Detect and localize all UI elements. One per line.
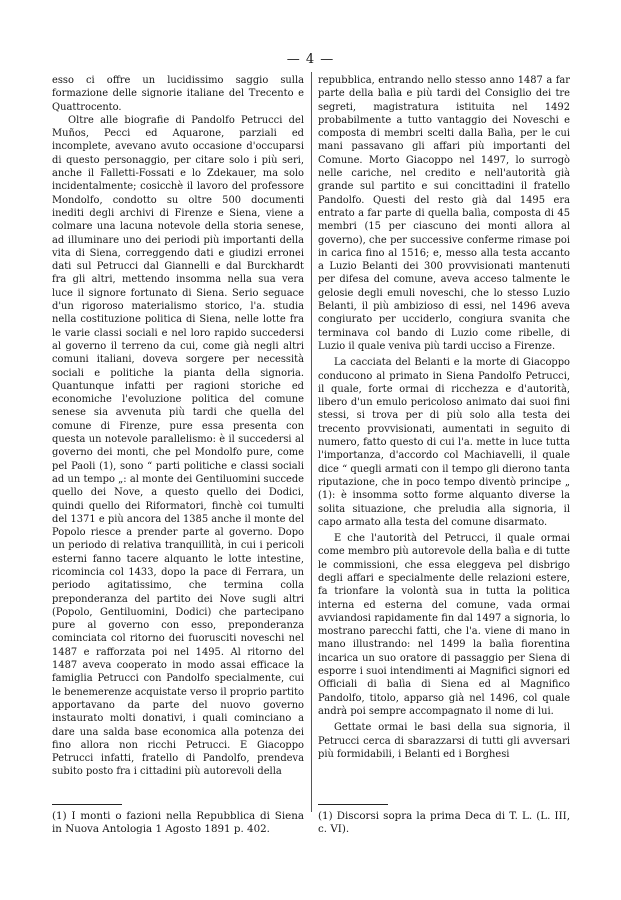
left-column (52, 74, 304, 779)
page-number: — 4 — (286, 52, 335, 67)
right-column (318, 74, 570, 761)
right-paragraph-3: E che l'autorità del Petrucci, il quale ormai come membro più autorevole della balìa e di tutte le commissioni, che essa eleggeva pel disbrigo degli affari e specialmente delle relazioni estere, fa trionfare la volontà sua in tutta la politica interna ed esterna del comune, vada ormai avviandosi rapidamente fin dal 1497 a signoria, lo mostrano parecchi fatti, che l'a. viene di mano in mano illustrando: nel 1499 la balìa fiorentina incarica un suo oratore di passaggio per Siena di esporre i suoi intendimenti ai Magnifici signori ed Officiali di balìa di Siena ed al Magnifico Pandolfo, titolo, apparso già nel 1496, col quale andrà poi sempre accompagnato il nome di lui. (318, 533, 570, 717)
right-footnote-rule (318, 804, 388, 805)
left-footnote-rule (52, 804, 122, 805)
column-divider (311, 72, 312, 812)
left-paragraph-2: Oltre alle biografie di Pandolfo Petrucci del Muños, Pecci ed Aquarone, parziali ed incomplete, avevano avuto occasione d'occuparsi di questo personaggio, per citare solo i più seri, anche il Falletti-Fossati e lo Zdekauer, ma solo incidentalmente; cosicchè il lavoro del professore Mondolfo, condotto su oltre 500 documenti inediti degli archivi di Firenze e Siena, viene a colmare una lacuna notevole della storia senese, ad illuminare uno dei periodi più importanti della vita di Siena, correggendo dati e giudizi erronei dati sul Petrucci dal Giannelli e dal Burckhardt fra gli altri, mettendo insomma nella sua vera luce il signore fortunato di Siena. Serio seguace d'un rigoroso materialismo storico, l'a. studia nella costituzione politica di Siena, nelle lotte fra le varie classi sociali e nel loro rapido succedersi al governo il terreno da cui, come già negli altri comuni italiani, doveva sorgere per necessità sociali e politiche la pianta della signoria. Quantunque infatti per ragioni storiche ed economiche l'evoluzione politica del comune senese sia avvenuta più tardi che quella del comune di Firenze, pure essa presenta con questa un notevole parallelismo: è il succedersi al governo dei monti, che pel Mondolfo pure, come pel Paoli (1), sono “ parti politiche e classi sociali ad un tempo „: al monte dei Gentiluomini succede quello dei Nove, a questo quello dei Dodici, quindi quello dei Riformatori, finchè coi tumulti del 1371 e più ancora del 1385 anche il monte del Popolo riesce a prender parte al governo. Dopo un periodo di relativa tranquillità, in cui i pericoli esterni fanno tacere alquanto le lotte intestine, ricomincia col 1433, dopo la pace di Ferrara, un periodo agitatissimo, che termina colla preponderanza del partito dei Nove sugli altri (Popolo, Gentiluomini, Dodici) che partecipano pure al governo con esso, preponderanza cominciata col ritorno dei fuorusciti noveschi nel 1487 e rafforzata poi nel 1495. Al ritorno del 1487 aveva cooperato in modo assai efficace la famiglia Petrucci con Pandolfo specialmente, cui le benemerenze acquistate verso il proprio partito apportavano da parte del nuovo governo instaurato molti donativi, i quali cominciano a dare una salda base economica alla potenza dei fino allora non ricchi Petrucci. E Giacoppo Petrucci infatti, fratello di Pandolfo, prendeva subito posto fra i cittadini più autorevoli della (52, 114, 304, 778)
right-footnote: (1) Discorsi sopra la prima Deca di T. L. (L. III, c. VI). (318, 810, 570, 836)
right-paragraph-2: La cacciata del Belanti e la morte di Giacoppo conducono al primato in Siena Pandolfo Petrucci, il quale, forte ormai di ricchezza e d'autorità, libero d'un emulo pericoloso animato dai suoi fini stessi, si trova per di più solo alla testa dei trecento provvisionati, aumentati in seguito di numero, fatto questo di cui l'a. mette in luce tutta l'importanza, d'accordo col Machiavelli, il quale dice “ quegli armati con il tempo gli dierono tanta riputazione, che in poco tempo diventò principe „ (1): è insomma sotto forme alquanto diverse la solita situazione, che preludia alla signoria, il capo armato alla testa del comune disarmato. (318, 357, 570, 528)
right-paragraph-1: repubblica, entrando nello stesso anno 1487 a far parte della balìa e più tardi del Consiglio dei tre segreti, magistratura istituita nel 1492 probabilmente a tutto vantaggio dei Noveschi e composta di membri scelti dalla Balìa, per le cui mani passavano gli affari più importanti del Comune. Morto Giacoppo nel 1497, lo surrogò nelle cariche, nel credito e nell'autorità già grande sul partito e sui concittadini il fratello Pandolfo. Questi del resto già dal 1495 era entrato a far parte di quella balìa, composta di 45 membri (15 per ciascuno dei monti allora al governo), che per successive conferme rimase poi in carica fino al 1516; e, messo alla testa accanto a Luzio Belanti dei 300 provvisionati mantenuti per difesa del comune, aveva acceso talmente le gelosie degli emuli noveschi, che lo stesso Luzio Belanti, il più ambizioso di essi, nel 1496 aveva congiurato per ucciderlo, congiura svanita che terminava col bando di Luzio come ribelle, di Luzio il quale veniva più tardi ucciso a Firenze. (318, 75, 570, 352)
left-paragraph-1: esso ci offre un lucidissimo saggio sulla formazione delle signorie italiane del Trecento e Quattrocento. (52, 75, 304, 113)
right-paragraph-4: Gettate ormai le basi della sua signoria, il Petrucci cerca di sbarazzarsi di tutti gli avversari più formidabili, i Belanti ed i Borghesi (318, 722, 570, 760)
left-footnote: (1) I monti o fazioni nella Repubblica di Siena in Nuova Antologia 1 Agosto 1891 p. 402. (52, 810, 304, 836)
